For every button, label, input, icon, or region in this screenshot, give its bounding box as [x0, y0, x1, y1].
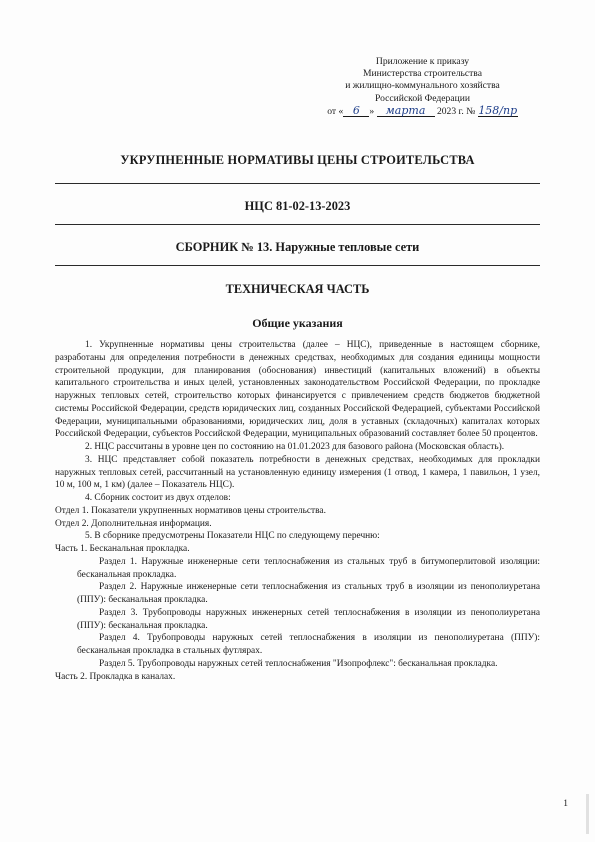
paragraph-4: 4. Сборник состоит из двух отделов:	[85, 493, 231, 503]
approval-block	[310, 56, 535, 118]
date-year: 2023 г. №	[436, 105, 476, 117]
title-divider-3	[55, 265, 540, 266]
document-code: НЦС 81-02-13-2023	[244, 199, 351, 213]
handwritten-month: марта	[377, 105, 435, 117]
paragraph-5: 5. В сборнике предусмотрены Показатели НЦС по следующему перечню:	[85, 531, 380, 542]
approval-date-line	[310, 105, 535, 118]
page-number: 1	[563, 799, 568, 809]
date-mid: »	[369, 105, 375, 117]
part-1-heading: Часть 1. Бесканальная прокладка.	[55, 544, 190, 554]
date-prefix: от «	[327, 105, 344, 117]
title-divider-1	[55, 183, 540, 184]
main-title: УКРУПНЕННЫЕ НОРМАТИВЫ ЦЕНЫ СТРОИТЕЛЬСТВА	[120, 153, 475, 167]
collection-title: СБОРНИК № 13. Наружные тепловые сети	[175, 240, 420, 254]
section-2: Раздел 2. Наружные инженерные сети теплоснабжения из стальных труб в изоляции из пенополиуретана (ППУ): бесканальная прокладка.	[77, 582, 540, 605]
approval-line-3: и жилищно-коммунального хозяйства	[345, 80, 500, 92]
approval-line-1: Приложение к приказу	[375, 56, 470, 67]
section-5: Раздел 5. Трубопроводы наружных сетей теплоснабжения "Изопрофлекс": бесканальная прокладка.	[99, 658, 498, 669]
department-2: Отдел 2. Дополнительная информация.	[55, 518, 212, 529]
handwritten-day: 6	[343, 105, 369, 117]
title-divider-2	[55, 224, 540, 225]
document-body	[55, 339, 540, 683]
scan-edge-mark	[586, 794, 589, 834]
paragraph-2: 2. НЦС рассчитаны в уровне цен по состоянию на 01.01.2023 для базового района (Московская область).	[85, 442, 505, 452]
section-3: Раздел 3. Трубопроводы наружных инженерных сетей теплоснабжения в изоляции из пенополиуретана (ППУ): бесканальная прокладка.	[77, 607, 540, 631]
approval-line-2: Министерства строительства	[363, 68, 482, 80]
part-2-heading: Часть 2. Прокладка в каналах.	[55, 671, 176, 682]
general-instructions-heading: Общие указания	[252, 316, 343, 330]
paragraph-1: 1. Укрупненные нормативы цены строительства (далее – НЦС), приведенные в настоящем сборнике, разработаны для определения потребности в денежных средствах, необходимых для создания единицы мощности строительной продукции, для планирования (обоснования) инвестиций (капитальных вложений) в объекты капитального строительства и иных целей, установленных законодательством Российской Федерации, по прокладке наружных тепловых сетей, строительство которых финансируется с привлечением средств бюджетов бюджетной системы Российской Федерации, средств юридических лиц, созданных Российской Федерацией, субъектами Российской Федерации, муниципальными образованиями, юридических лиц, доля в уставных (складочных) капиталах которых Российской Федерации, субъектов Российской Федерации, муниципальных образований составляет более 50 процентов.	[55, 340, 540, 440]
handwritten-order-number: 158/пр	[478, 103, 518, 117]
paragraph-3: 3. НЦС представляет собой показатель потребности в денежных средствах, необходимых для прокладки наружных тепловых сетей, рассчитанный на установленную единицу измерения (1 отвод, 1 камера, 1 павильон, 1 узел, 10 м, 100 м, 1 км) (далее – Показатель НЦС).	[55, 454, 540, 491]
department-1: Отдел 1. Показатели укрупненных нормативов цены строительства.	[55, 505, 326, 516]
section-4: Раздел 4. Трубопроводы наружных сетей теплоснабжения в изоляции из пенополиуретана (ППУ): бесканальная прокладка в стальных футлярах.	[77, 633, 540, 656]
approval-line-4: Российской Федерации	[375, 92, 470, 104]
section-1: Раздел 1. Наружные инженерные сети теплоснабжения из стальных труб в битумоперлитовой изоляции: бесканальная прокладка.	[77, 556, 540, 580]
technical-part-heading: ТЕХНИЧЕСКАЯ ЧАСТЬ	[225, 282, 370, 296]
